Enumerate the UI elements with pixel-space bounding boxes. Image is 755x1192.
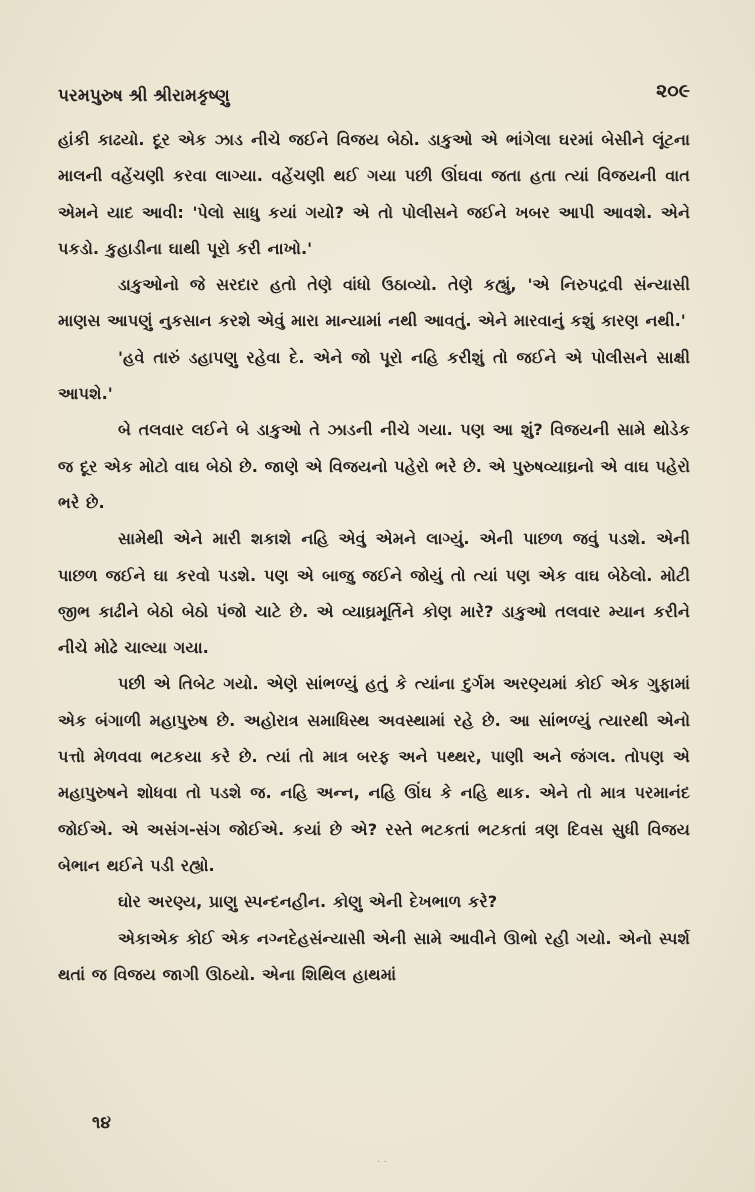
paragraph: 'હવે તારું ડહાપણુ રહેવા દે. એને જો પૂરો નહિ કરીશું તો જઈને એ પોલીસને સાક્ષી આપશે.' xyxy=(58,347,690,404)
paragraph: એકાએક કોઈ એક નગ્નદેહસંન્યાસી એની સામે આવીને ઊભો રહી ગયો. એનો સ્પર્શ થતાં જ વિજય જાગી ઊઠયો. એના શિથિલ હાથમાં xyxy=(58,928,690,984)
paragraph: પછી એ તિબેટ ગયો. એણે સાંભળ્યું હતું કે ત્યાંના દુર્ગમ અરણ્યમાં કોઈ એક ગુફામાં એક બંગાળી મહાપુરુષ છે. અહોરાત્ર સમાધિસ્થ અવસ્થામાં રહે છે. આ સાંભળ્યું ત્યારથી એનો પત્તો મેળવવા ભટકયા કરે છે. ત્યાં તો માત્ર બરફ અને પથ્થર, પાણી અને જંગલ. તોપણ એ મહાપુરુષને શોધવા તો પડશે જ. નહિ અન્ન, નહિ ઊંઘ કે નહિ થાક. એને તો માત્ર પરમાનંદ જોઈએ. એ અસંગ-સંગ જોઈએ. કયાં છે એ? રસ્તે ભટકતાં ભટકતાં ત્રણ દિવસ સુધી વિજય બેભાન થઈને પડી રહ્યો. xyxy=(58,674,690,875)
paragraph: હાંકી કાઢયો. દૂર એક ઝાડ નીચે જઈને વિજય બેઠો. ડાકુઓ એ ભાંગેલા ઘરમાં બેસીને લૂંટના માલની વહેંચણી કરવા લાગ્યા. વહેંચણી થઈ ગયા પછી ઊંઘવા જતા હતા ત્યાં વિજયની વાત એમને યાદ આવી: 'પેલો સાધુ કયાં ગયો? એ તો પોલીસને જઈને ખબર આપી આવશે. એને પકડો. કુહાડીના ઘાથી પૂરો કરી નાખો.' xyxy=(58,130,690,258)
running-title: પરમપુરુષ શ્રી શ્રીરામકૃષ્ણુ xyxy=(58,86,230,106)
paper-speck: · · xyxy=(377,1157,387,1168)
paragraph: સામેથી એને મારી શકાશે નહિ એવું એમને લાગ્યું. એની પાછળ જવું પડશે. એની પાછળ જઈને ઘા કરવો પડશે. પણ એ બાજુ જઈને જોયું તો ત્યાં પણ એક વાઘ બેઠેલો. મોટી જીભ કાઢીને બેઠો બેઠો પંજો ચાટે છે. એ વ્યાઘ્રમૂર્તિને કોણ મારે? ડાકુઓ તલવાર મ્યાન કરીને નીચે મોઢે ચાલ્યા ગયા. xyxy=(58,529,690,658)
paragraph: ડાકુઓનો જે સરદાર હતો તેણે વાંધો ઉઠાવ્યો. તેણે કહ્યું, 'એ નિરુપદ્રવી સંન્યાસી માણસ આપણું નુકસાન કરશે એવું મારા માન્યામાં નથી આવતું. એને મારવાનું કશું કારણ નથી.' xyxy=(58,275,690,331)
paragraph: ઘોર અરણ્ય, પ્રાણુ સ્પન્દનહીન. કોણુ એની દેખભાળ કરે? xyxy=(118,892,498,912)
folio-number: ૧૪ xyxy=(92,1113,111,1133)
body-text xyxy=(58,122,690,993)
page-number: ૨૦૯ xyxy=(656,80,690,102)
paragraph: બે તલવાર લઈને બે ડાકુઓ તે ઝાડની નીચે ગયા. પણ આ શું? વિજયની સામે થોડેક જ દૂર એક મોટો વાઘ બેઠો છે. જાણે એ વિજયનો પહેરો ભરે છે. એ પુરુષવ્યાઘ્રનો એ વાઘ પહેરો ભરે છે. xyxy=(58,420,690,512)
page-header xyxy=(58,80,690,120)
